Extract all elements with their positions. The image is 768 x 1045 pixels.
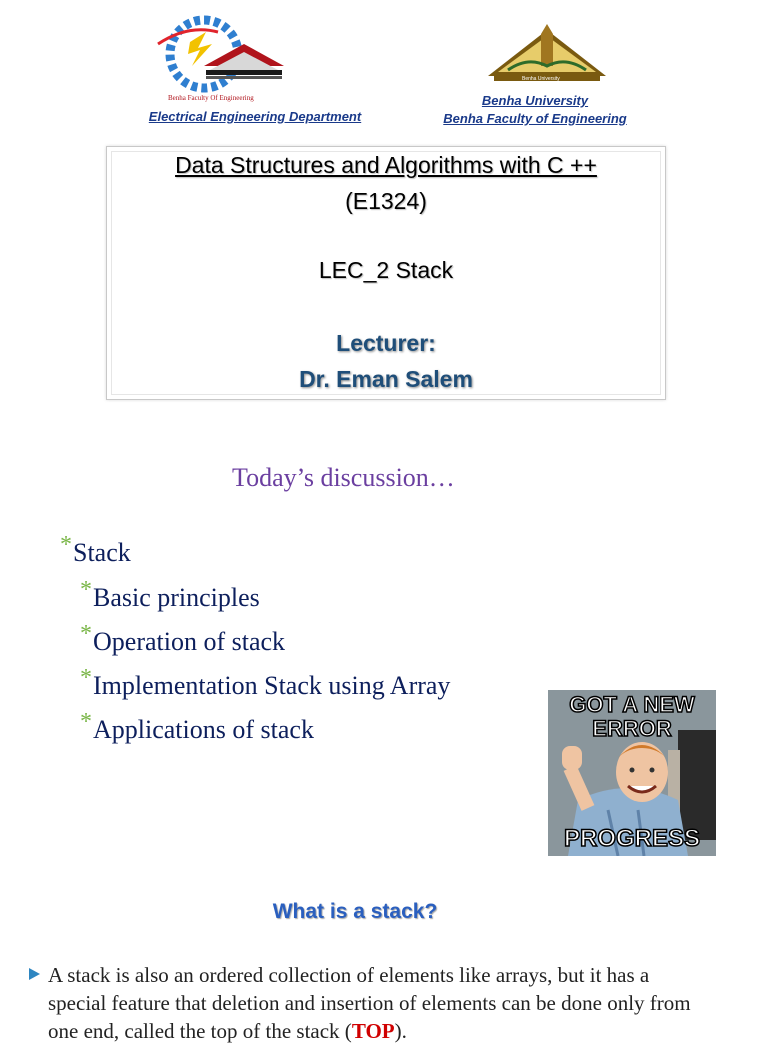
star-bullet-icon: *	[80, 665, 92, 691]
paragraph-line: A stack is also an ordered collection of elements like arrays, but it has a	[48, 963, 650, 987]
meme-top-line2: ERROR	[592, 716, 672, 741]
star-bullet-icon: *	[80, 709, 92, 735]
list-item	[80, 709, 314, 745]
list-item-label: Operation of stack	[93, 627, 286, 656]
list-item	[60, 532, 131, 568]
course-title: Data Structures and Algorithms with C ++	[175, 152, 597, 178]
faculty-logo-caption: Benha Faculty Of Engineering	[168, 94, 254, 102]
list-item	[80, 665, 451, 701]
university-logo-caption: Benha University	[522, 76, 560, 82]
list-item	[80, 621, 286, 657]
meme-top-line1: GOT A NEW	[569, 692, 695, 717]
list-item-label: Applications of stack	[93, 715, 314, 744]
list-item-label: Basic principles	[93, 583, 260, 612]
department-name: Electrical Engineering Department	[148, 109, 362, 124]
triangle-bullet-icon	[29, 968, 40, 980]
section-heading: What is a stack?	[272, 900, 438, 923]
course-code: (E1324)	[345, 188, 427, 214]
star-bullet-icon: *	[80, 577, 92, 603]
university-name: Benha University	[481, 93, 589, 108]
lecturer-label: Lecturer:	[336, 330, 436, 356]
list-item-label: Implementation Stack using Array	[93, 671, 451, 700]
list-item-label: Stack	[73, 538, 131, 567]
paragraph-line: special feature that deletion and insertion of elements can be done only from	[48, 991, 691, 1015]
meme-bottom: PROGRESS	[563, 825, 701, 852]
university-logo	[484, 16, 610, 96]
faculty-logo	[148, 14, 288, 110]
star-bullet-icon: *	[60, 532, 72, 558]
list-item	[80, 577, 260, 613]
top-keyword: TOP	[351, 1019, 395, 1043]
faculty-name: Benha Faculty of Engineering	[443, 111, 627, 126]
star-bullet-icon: *	[80, 621, 92, 647]
definition-paragraph	[48, 961, 748, 1045]
discussion-heading: Today’s discussion…	[232, 463, 455, 492]
paragraph-line: one end, called the top of the stack (TOP).	[48, 1019, 407, 1043]
meme-image	[548, 690, 716, 856]
lecture-title: LEC_2 Stack	[318, 257, 454, 283]
lecturer-name: Dr. Eman Salem	[299, 366, 473, 392]
university-name-block	[420, 92, 650, 128]
